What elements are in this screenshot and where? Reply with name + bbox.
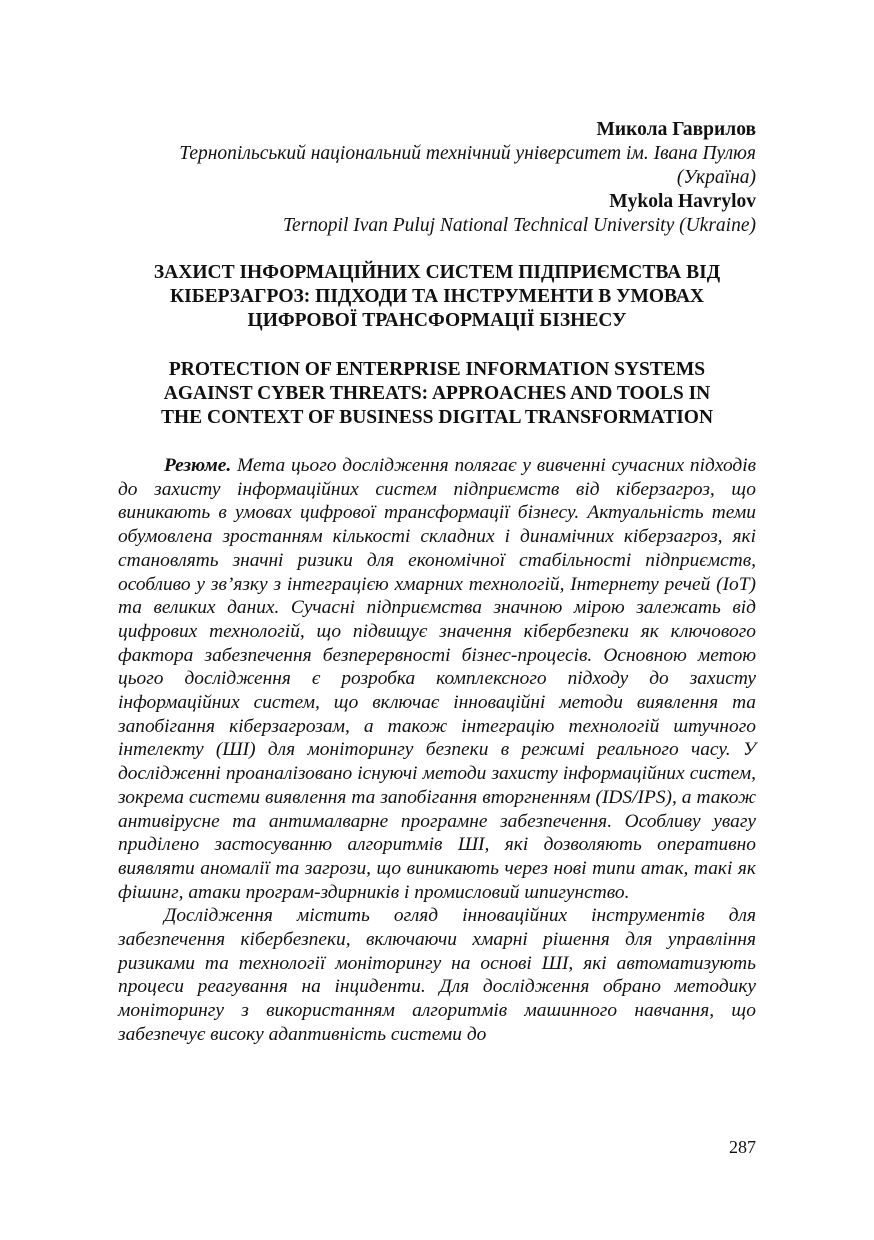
page-number: 287 [729,1137,756,1157]
title-english [118,358,756,430]
title-en-line: THE CONTEXT OF BUSINESS DIGITAL TRANSFORMATION [160,407,714,428]
abstract-paragraph-1-text: Мета цього дослідження полягає у вивченні сучасних підходів до захисту інформаційних систем підприємств від кіберзагроз, що виникають в умовах цифрової трансформації бізнесу. Актуальність теми обумовлена зростанням кількості складних і динамічних кіберзагроз, які становлять значні ризики для економічної стабільності підприємств, особливо у зв’язку з інтеграцією хмарних технологій, Інтернету речей (IoT) та великих даних. Сучасні підприємства значною мірою залежать від цифрових технологій, що підвищує значення кібербезпеки як ключового фактора забезпечення безперервності бізнес-процесів. Основною метою цього дослідження є розробка комплексного підходу до захисту інформаційних систем, що включає інноваційні методи виявлення та запобігання кіберзагрозам, а також інтеграцію технологій штучного інтелекту (ШІ) для моніторингу безпеки в режимі реального часу. У дослідженні проаналізовано існуючі методи захисту інформаційних систем, зокрема системи виявлення та запобігання вторгненням (IDS/IPS), а також антивірусне та антималварне програмне забезпечення. Особливу увагу приділено застосуванню алгоритмів ШІ, які дозволяють оперативно виявляти аномалії та загрози, що виникають через нові типи атак, такі як фішинг, атаки програм-здирників і промисловий шпигунство. [118,455,756,903]
title-en-line: AGAINST CYBER THREATS: APPROACHES AND TOOLS IN [163,383,711,404]
author-name-en: Mykola Havrylov [609,191,756,212]
author-country-uk: (Україна) [676,167,756,188]
title-ukrainian [118,261,756,333]
author-name-uk: Микола Гаврилов [596,119,756,140]
title-en-line: PROTECTION OF ENTERPRISE INFORMATION SYSTEMS [168,359,706,380]
title-uk-line: ЗАХИСТ ІНФОРМАЦІЙНИХ СИСТЕМ ПІДПРИЄМСТВА ВІД [153,262,721,283]
abstract-paragraph-1 [118,454,756,904]
abstract-lead: Резюме. [164,455,232,476]
abstract-paragraph-2: Дослідження містить огляд інноваційних інструментів для забезпечення кібербезпеки, включаючи хмарні рішення для управління ризиками та технології моніторингу на основі ШІ, які автоматизують процеси реагування на інциденти. Для дослідження обрано методику моніторингу з використанням алгоритмів машинного навчання, що забезпечує високу адаптивність системи до [118,905,756,1045]
author-affiliation-en: Ternopil Ivan Puluj National Technical University (Ukraine) [282,215,756,236]
author-block-uk [118,118,756,190]
abstract [118,454,756,1047]
author-affiliation-uk: Тернопільський національний технічний університет ім. Івана Пулюя [179,143,756,164]
title-uk-line: ЦИФРОВОЇ ТРАНСФОРМАЦІЇ БІЗНЕСУ [247,310,627,331]
author-block-en [118,190,756,238]
title-uk-line: КІБЕРЗАГРОЗ: ПІДХОДИ ТА ІНСТРУМЕНТИ В УМОВАХ [169,286,704,307]
